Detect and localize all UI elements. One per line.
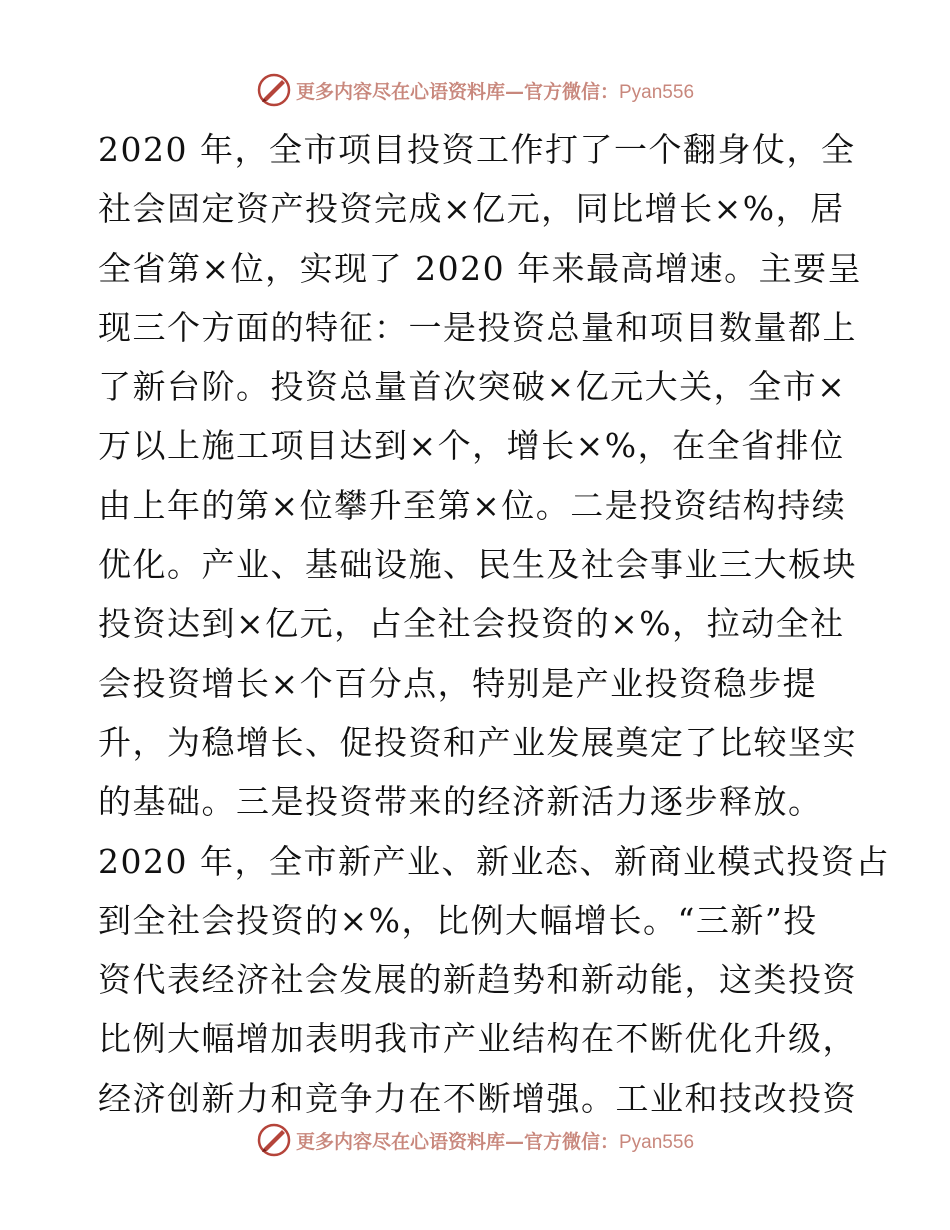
body-line: 比例大幅增加表明我市产业结构在不断优化升级，: [98, 1019, 857, 1059]
watermark-text: 更多内容尽在心语资料库—官方微信：Pyan556: [295, 80, 695, 103]
body-line: 升，为稳增长、促投资和产业发展奠定了比较坚实: [98, 722, 857, 762]
body-line: 会投资增长×个百分点，特别是产业投资稳步提: [98, 663, 818, 703]
body-line: 万以上施工项目达到×个，增长×%，在全省排位: [98, 426, 845, 466]
body-line: 了新台阶。投资总量首次突破×亿元大关，全市×: [98, 367, 847, 407]
body-line: 资代表经济社会发展的新趋势和新动能，这类投资: [98, 960, 857, 1000]
pen-logo-icon: [256, 1122, 292, 1158]
document-body: [98, 120, 890, 1128]
body-line: 社会固定资产投资完成×亿元，同比增长×%，居: [98, 189, 845, 229]
body-line: 的基础。三是投资带来的经济新活力逐步释放。: [98, 782, 823, 822]
body-line: 优化。产业、基础设施、民生及社会事业三大板块: [98, 545, 857, 585]
body-line: 全省第×位，实现了 2020 年来最高增速。主要呈: [98, 248, 863, 288]
body-line: 由上年的第×位攀升至第×位。二是投资结构持续: [98, 485, 847, 525]
footer-watermark: [0, 1120, 950, 1160]
body-line: 现三个方面的特征：一是投资总量和项目数量都上: [98, 307, 857, 347]
body-line: 投资达到×亿元，占全社会投资的×%，拉动全社: [98, 604, 845, 644]
body-line: 2020 年，全市新产业、新业态、新商业模式投资占: [98, 841, 890, 881]
watermark-text: 更多内容尽在心语资料库—官方微信：Pyan556: [295, 1130, 695, 1153]
body-line: 2020 年，全市项目投资工作打了一个翻身仗，全: [98, 130, 856, 169]
body-line: 到全社会投资的×%，比例大幅增长。“三新”投: [98, 900, 818, 940]
header-watermark: [0, 70, 950, 110]
body-line: 经济创新力和竞争力在不断增强。工业和技改投资: [98, 1078, 857, 1118]
pen-logo-icon: [256, 72, 292, 108]
